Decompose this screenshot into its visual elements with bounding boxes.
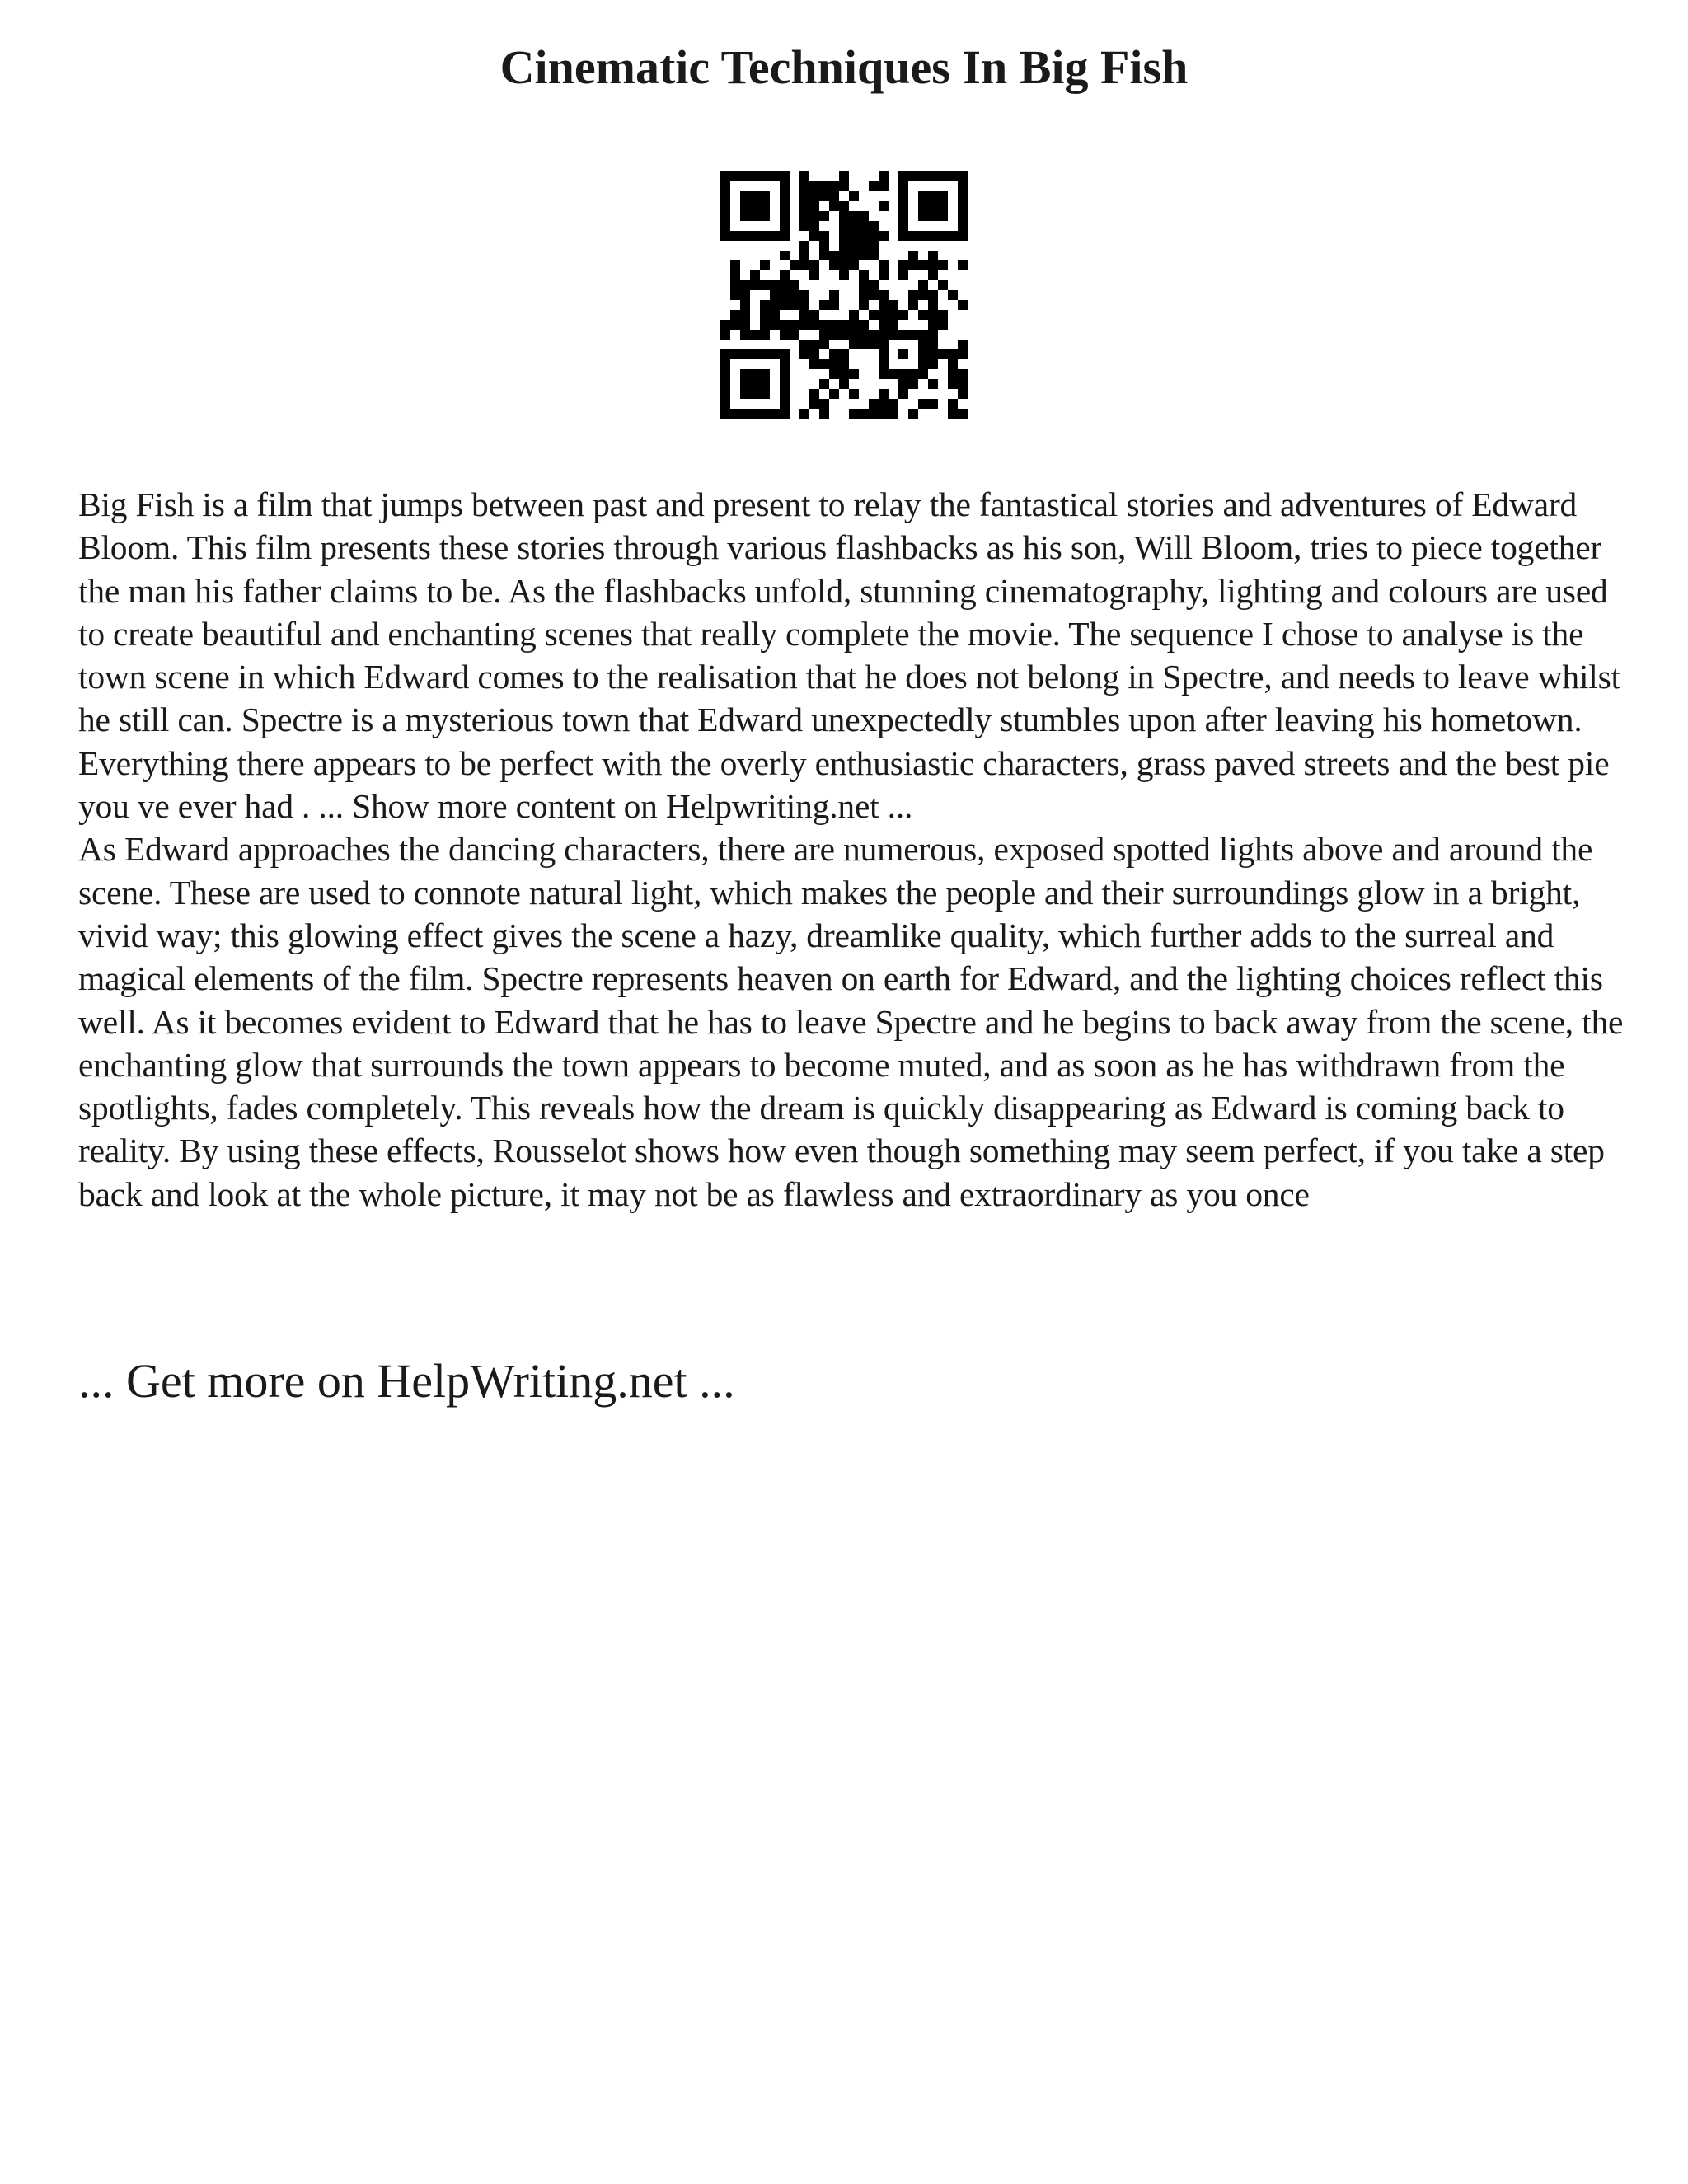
get-more-link[interactable]: ... Get more on HelpWriting.net ... [78,1354,735,1408]
document-title: Cinematic Techniques In Big Fish [499,40,1189,94]
qr-code-icon[interactable] [720,171,968,419]
document-body [78,483,1628,1216]
paragraph-2: As Edward approaches the dancing characters, there are numerous, exposed spotted lights above and around the scene. These are used to connote natural light, which makes the people and their surroundings glow in a bright, vivid way; this glowing effect gives the scene a hazy, dreamlike quality, which further adds to the surreal and magical elements of the film. Spectre represents heaven on earth for Edward, and the lighting choices reflect this well. As it becomes evident to Edward that he has to leave Spectre and he begins to back away from the scene, the enchanting glow that surrounds the town appears to become muted, and as soon as he has withdrawn from the spotlights, fades completely. This reveals how the dream is quickly disappearing as Edward is coming back to reality. By using these effects, Rousselot shows how even though something may seem perfect, if you take a step back and look at the whole picture, it may not be as flawless and extraordinary as you once [78,830,1624,1213]
qr-code-graphic [720,171,968,419]
paragraph-1: Big Fish is a film that jumps between past and present to relay the fantastical stories and adventures of Edward Bloom. This film presents these stories through various flashbacks as his son, Will Bloom, tries to piece together the man his father claims to be. As the flashbacks unfold, stunning cinematography, lighting and colours are used to create beautiful and enchanting scenes that really complete the movie. The sequence I chose to analyse is the town scene in which Edward comes to the realisation that he does not belong in Spectre, and needs to leave whilst he still can. Spectre is a mysterious town that Edward unexpectedly stumbles upon after leaving his hometown. Everything there appears to be perfect with the overly enthusiastic characters, grass paved streets and the best pie you ve ever had . ... Show more content on Helpwriting.net ... [78,485,1620,826]
